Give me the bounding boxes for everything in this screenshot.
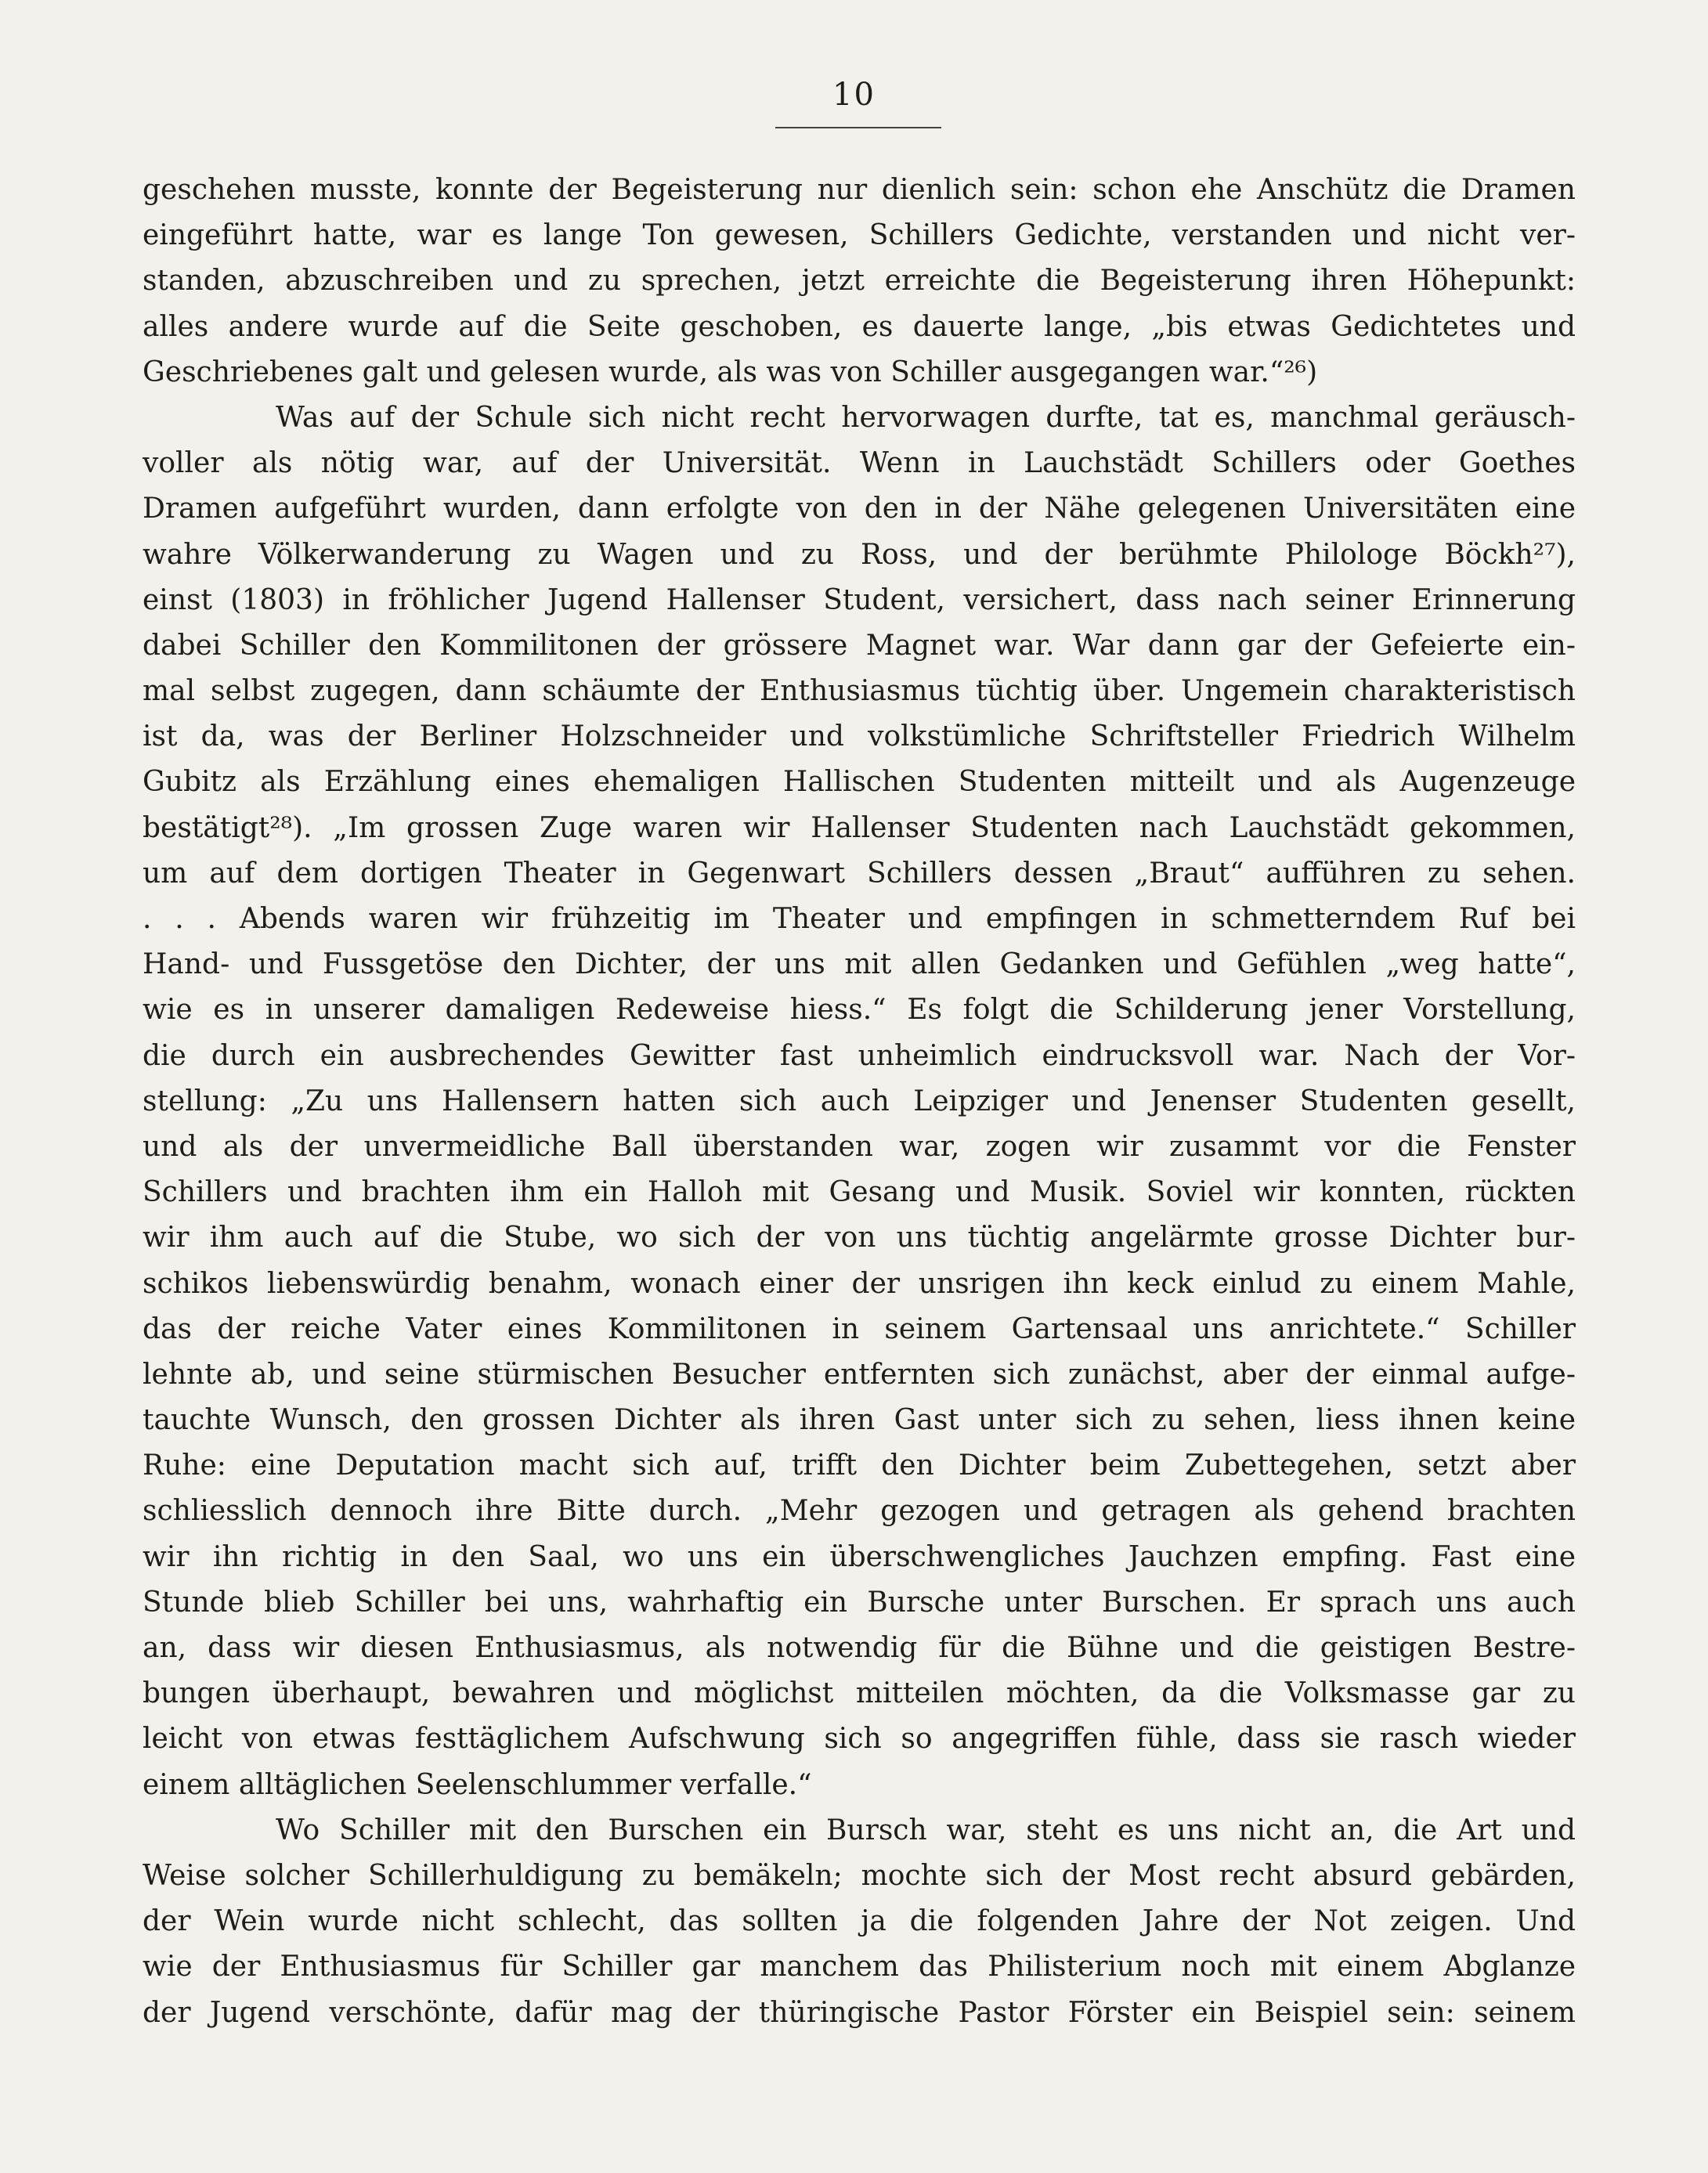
text-line: schikos liebenswürdig benahm, wonach einer der unsrigen ihn keck einlud zu einem Mahle, (143, 1267, 1576, 1300)
text-line: mal selbst zugegen, dann schäumte der Enthusiasmus tüchtig über. Ungemein charakteristisch (143, 675, 1576, 708)
text-line: wir ihm auch auf die Stube, wo sich der von uns tüchtig angelärmte grosse Dichter bur- (143, 1222, 1576, 1254)
text-line: und als der unvermeidliche Ball überstanden war, zogen wir zusammt vor die Fenster (143, 1130, 1576, 1163)
text-line: Wo Schiller mit den Burschen ein Bursch war, steht es uns nicht an, die Art und (276, 1814, 1576, 1846)
text-line: wir ihn richtig in den Saal, wo uns ein überschwengliches Jauchzen empfing. Fast eine (143, 1540, 1576, 1573)
text-line: dabei Schiller den Kommilitonen der grössere Magnet war. War dann gar der Gefeierte ein- (143, 629, 1576, 662)
text-line: die durch ein ausbrechendes Gewitter fast unheimlich eindrucksvoll war. Nach der Vor- (143, 1039, 1576, 1072)
body-text (143, 168, 1576, 2036)
header-rule (775, 127, 941, 128)
text-line: standen, abzuschreiben und zu sprechen, jetzt erreichte die Begeisterung ihren Höhepunkt: (143, 265, 1576, 298)
text-line: Weise solcher Schillerhuldigung zu bemäkeln; mochte sich der Most recht absurd gebärden, (143, 1859, 1576, 1892)
text-line: der Wein wurde nicht schlecht, das sollten ja die folgenden Jahre der Not zeigen. Und (143, 1905, 1576, 1938)
text-line: Gubitz als Erzählung eines ehemaligen Hallischen Studenten mitteilt und als Augenzeuge (143, 766, 1576, 799)
text-line: Hand- und Fussgetöse den Dichter, der uns mit allen Gedanken und Gefühlen „weg hatte“, (143, 948, 1576, 981)
text-line: wie es in unserer damaligen Redeweise hiess.“ Es folgt die Schilderung jener Vorstellung, (143, 994, 1576, 1027)
text-line: bestätigt²⁸). „Im grossen Zuge waren wir Hallenser Studenten nach Lauchstädt gekommen, (143, 811, 1576, 844)
text-line: wahre Völkerwanderung zu Wagen und zu Ross, und der berühmte Philologe Böckh²⁷), (143, 538, 1576, 571)
text-line: Ruhe: eine Deputation macht sich auf, trifft den Dichter beim Zubettegehen, setzt aber (143, 1449, 1576, 1482)
text-line: der Jugend verschönte, dafür mag der thüringische Pastor Förster ein Beispiel sein: seinem (143, 1996, 1576, 2029)
text-line: an, dass wir diesen Enthusiasmus, als notwendig für die Bühne und die geistigen Bestre- (143, 1632, 1576, 1664)
text-line: alles andere wurde auf die Seite geschoben, es dauerte lange, „bis etwas Gedichtetes und (143, 310, 1576, 343)
text-line: tauchte Wunsch, den grossen Dichter als ihren Gast unter sich zu sehen, liess ihnen keine (143, 1404, 1576, 1437)
text-line: ist da, was der Berliner Holzschneider und volkstümliche Schriftsteller Friedrich Wilhelm (143, 720, 1576, 753)
text-line: einst (1803) in fröhlicher Jugend Hallenser Student, versichert, dass nach seiner Erinnerung (143, 583, 1576, 616)
text-line: eingeführt hatte, war es lange Ton gewesen, Schillers Gedichte, verstanden und nicht ver- (143, 219, 1576, 252)
text-line: bungen überhaupt, bewahren und möglichst mitteilen möchten, da die Volksmasse gar zu (143, 1677, 1576, 1710)
text-line: Geschriebenes galt und gelesen wurde, als was von Schiller ausgegangen war.“²⁶) (143, 356, 1318, 388)
text-line: Schillers und brachten ihm ein Halloh mit Gesang und Musik. Soviel wir konnten, rückten (143, 1176, 1576, 1209)
text-line: leicht von etwas festtäglichem Aufschwung sich so angegriffen fühle, dass sie rasch wieder (143, 1723, 1576, 1756)
page-number: 10 (832, 77, 876, 113)
text-line: das der reiche Vater eines Kommilitonen in seinem Gartensaal uns anrichtete.“ Schiller (143, 1312, 1576, 1345)
text-line: schliesslich dennoch ihre Bitte durch. „Mehr gezogen und getragen als gehend brachten (143, 1495, 1576, 1528)
text-line: Stunde blieb Schiller bei uns, wahrhaftig ein Bursche unter Burschen. Er sprach uns auch (143, 1586, 1576, 1619)
text-line: Was auf der Schule sich nicht recht hervorwagen durfte, tat es, manchmal geräusch- (276, 401, 1576, 434)
text-line: um auf dem dortigen Theater in Gegenwart Schillers dessen „Braut“ aufführen zu sehen. (143, 857, 1576, 890)
text-line: geschehen musste, konnte der Begeisterung nur dienlich sein: schon ehe Anschütz die Dramen (143, 174, 1576, 206)
text-line: wie der Enthusiasmus für Schiller gar manchem das Philisterium noch mit einem Abglanze (143, 1951, 1576, 1983)
text-line: einem alltäglichen Seelenschlummer verfalle.“ (143, 1768, 812, 1801)
text-line: lehnte ab, und seine stürmischen Besucher entfernten sich zunächst, aber der einmal aufge- (143, 1358, 1576, 1391)
text-line: stellung: „Zu uns Hallensern hatten sich auch Leipziger und Jenenser Studenten gesellt, (143, 1085, 1576, 1117)
text-line: Dramen aufgeführt wurden, dann erfolgte von den in der Nähe gelegenen Universitäten eine (143, 493, 1576, 525)
text-line: . . . Abends waren wir frühzeitig im Theater und empfingen in schmetterndem Ruf bei (143, 903, 1576, 935)
text-line: voller als nötig war, auf der Universität. Wenn in Lauchstädt Schillers oder Goethes (143, 447, 1576, 480)
